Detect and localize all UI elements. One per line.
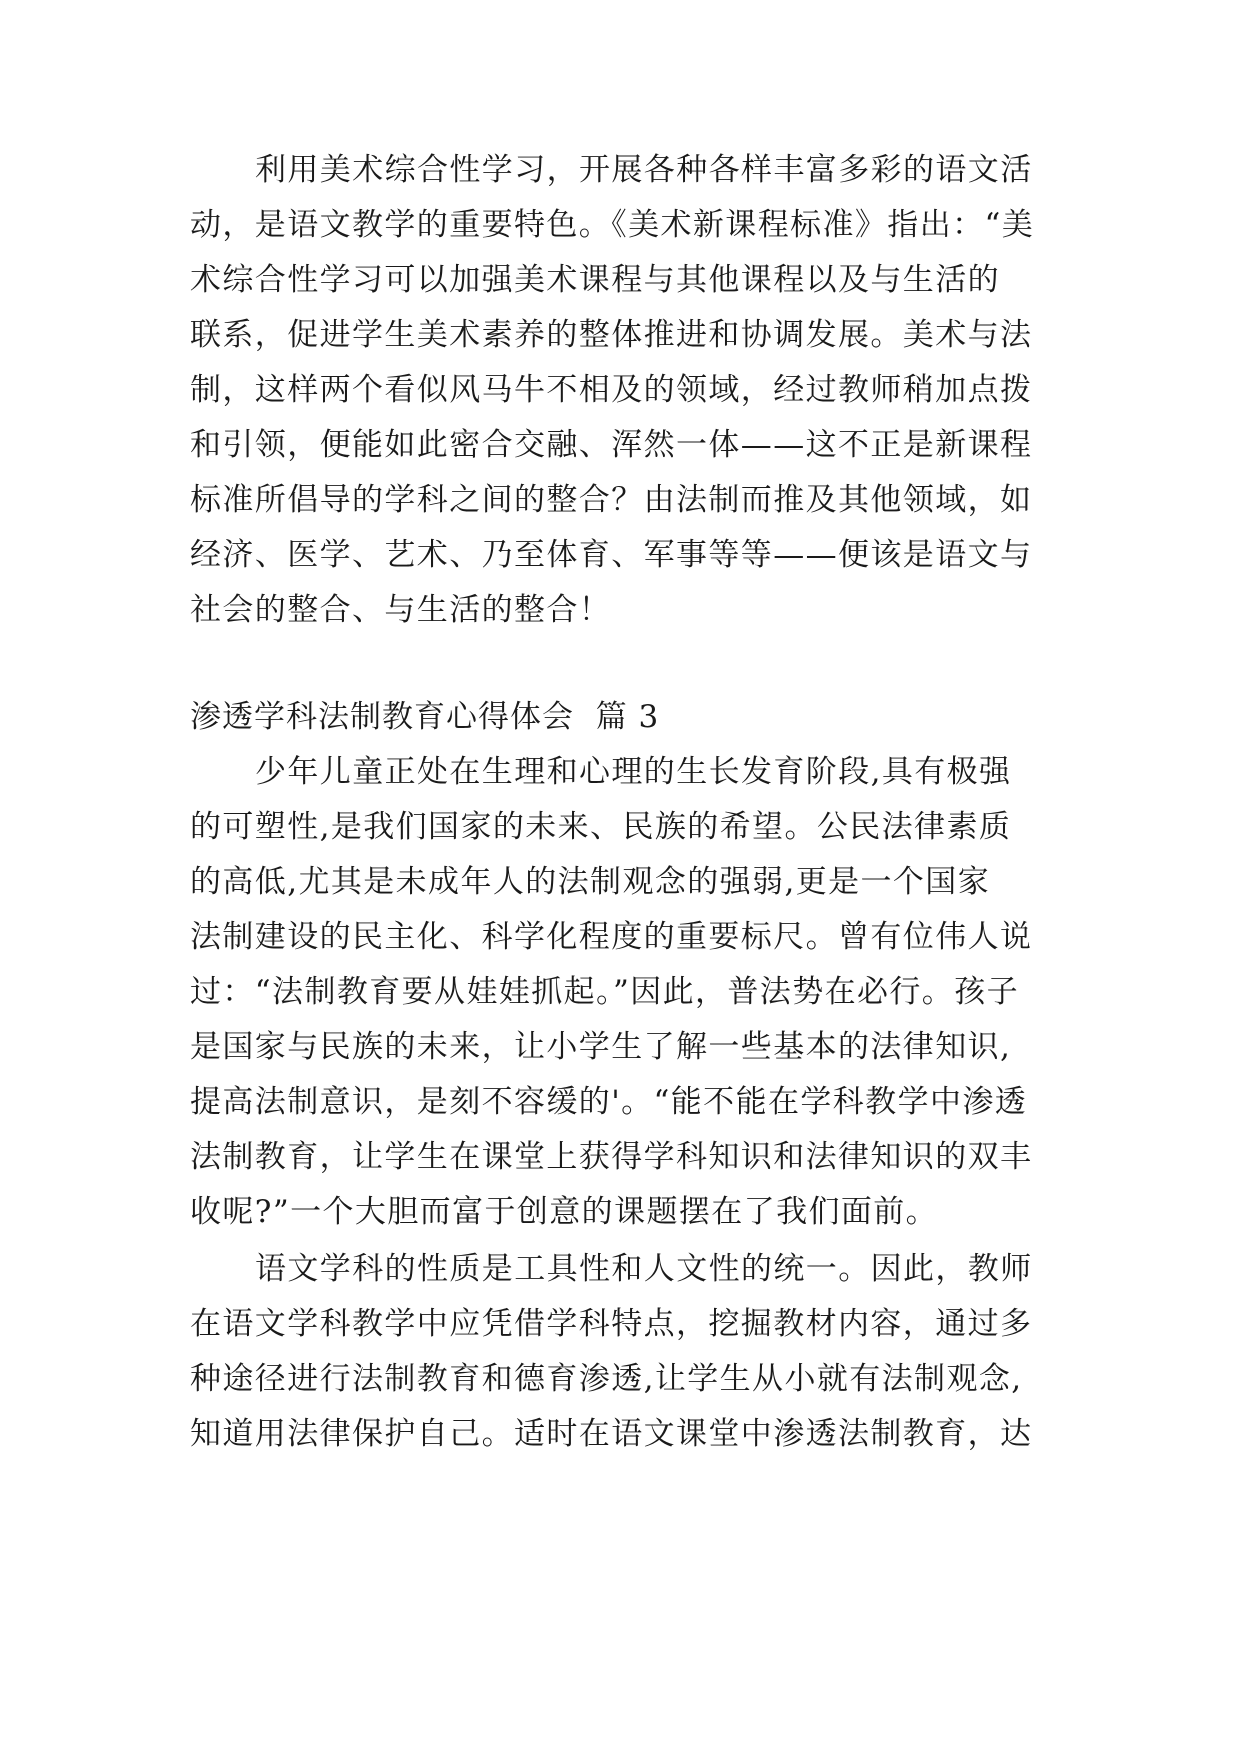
paragraph-line: 术综合性学习可以加强美术课程与其他课程以及与生活的 <box>190 262 1000 298</box>
paragraph-line: 法制教育，让学生在课堂上获得学科知识和法律知识的双丰 <box>190 1139 1033 1175</box>
paragraph-line: 和引领，便能如此密合交融、浑然一体——这不正是新课程 <box>190 427 1033 463</box>
paragraph-line: 少年儿童正处在生理和心理的生长发育阶段,具有极强 <box>255 754 1012 790</box>
paragraph-line: 是国家与民族的未来，让小学生了解一些基本的法律知识, <box>190 1029 1012 1065</box>
section-heading: 渗透学科法制教育心得体会 篇 3 <box>190 699 660 735</box>
paragraph-line: 经济、医学、艺术、乃至体育、军事等等——便该是语文与 <box>190 537 1033 573</box>
paragraph-line: 语文学科的性质是工具性和人文性的统一。因此，教师 <box>255 1251 1033 1287</box>
paragraph-line: 社会的整合、与生活的整合！ <box>190 592 612 628</box>
paragraph-line: 制，这样两个看似风马牛不相及的领域，经过教师稍加点拨 <box>190 372 1033 408</box>
paragraph-line: 过：“法制教育要从娃娃抓起。”因此，普法势在必行。孩子 <box>190 974 1019 1010</box>
paragraph-line: 标准所倡导的学科之间的整合？由法制而推及其他领域，如 <box>190 482 1033 518</box>
paragraph-line: 知道用法律保护自己。适时在语文课堂中渗透法制教育，达 <box>190 1416 1033 1452</box>
paragraph-line: 的可塑性,是我们国家的未来、民族的希望。公民法律素质 <box>190 809 1012 845</box>
paragraph-line: 提高法制意识，是刻不容缓的'。“能不能在学科教学中渗透 <box>190 1084 1028 1120</box>
paragraph-line: 种途径进行法制教育和德育渗透,让学生从小就有法制观念, <box>190 1361 1023 1397</box>
paragraph-line: 的高低,尤其是未成年人的法制观念的强弱,更是一个国家 <box>190 864 991 900</box>
paragraph-line: 动，是语文教学的重要特色。《美术新课程标准》指出：“美 <box>190 207 1035 243</box>
paragraph-line: 收呢?”一个大胆而富于创意的课题摆在了我们面前。 <box>190 1194 939 1230</box>
paragraph-line: 法制建设的民主化、科学化程度的重要标尺。曾有位伟人说 <box>190 919 1033 955</box>
paragraph-line: 在语文学科教学中应凭借学科特点，挖掘教材内容，通过多 <box>190 1306 1033 1342</box>
paragraph-line: 利用美术综合性学习，开展各种各样丰富多彩的语文活 <box>255 152 1033 188</box>
paragraph-line: 联系，促进学生美术素养的整体推进和协调发展。美术与法 <box>190 317 1033 353</box>
